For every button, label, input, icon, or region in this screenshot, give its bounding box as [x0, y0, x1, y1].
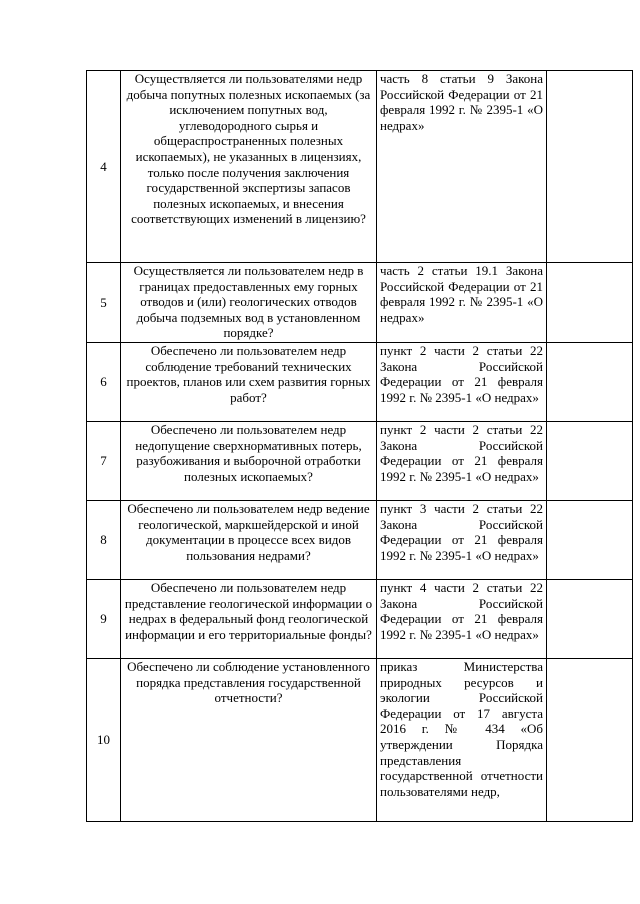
answer-cell: [547, 422, 633, 501]
table-row: [87, 501, 633, 580]
answer-cell: [547, 501, 633, 580]
legal-reference-cell: часть 2 статьи 19.1 Закона Российской Федерации от 21 февраля 1992 г. № 2395-1 «О недрах»: [377, 263, 547, 343]
question-cell: Обеспечено ли пользователем недр ведение геологической, маркшейдерской и иной документации в процессе всех видов пользования недрами?: [121, 501, 377, 580]
table-row: [87, 263, 633, 343]
question-cell: Обеспечено ли пользователем недр представление геологической информации о недрах в федеральный фонд геологической информации и его территориальные фонды?: [121, 580, 377, 659]
answer-cell: [547, 580, 633, 659]
table-row: [87, 422, 633, 501]
row-number: 5: [87, 263, 121, 343]
answer-cell: [547, 659, 633, 822]
requirements-table: [86, 70, 633, 822]
question-cell: Обеспечено ли пользователем недр недопущение сверхнормативных потерь, разубоживания и выборочной отработки полезных ископаемых?: [121, 422, 377, 501]
question-cell: Осуществляется ли пользователями недр добыча попутных полезных ископаемых (за исключением попутных вод, углеводородного сырья и общераспространенных полезных ископаемых), не указанных в лицензиях, только после получения заключения государственной экспертизы запасов полезных ископаемых, и внесения соответствующих изменений в лицензию?: [121, 71, 377, 263]
legal-reference-cell: пункт 3 части 2 статьи 22 Закона Российской Федерации от 21 февраля 1992 г. № 2395-1 «О недрах»: [377, 501, 547, 580]
row-number: 9: [87, 580, 121, 659]
legal-reference-cell: часть 8 статьи 9 Закона Российской Федерации от 21 февраля 1992 г. № 2395-1 «О недрах»: [377, 71, 547, 263]
legal-reference-cell: пункт 2 части 2 статьи 22 Закона Российской Федерации от 21 февраля 1992 г. № 2395-1 «О недрах»: [377, 422, 547, 501]
answer-cell: [547, 263, 633, 343]
question-cell: Обеспечено ли соблюдение установленного порядка представления государственной отчетности?: [121, 659, 377, 822]
answer-cell: [547, 343, 633, 422]
row-number: 7: [87, 422, 121, 501]
table-row: [87, 580, 633, 659]
legal-reference-cell: приказ Министерства природных ресурсов и экологии Российской Федерации от 17 августа 2016 г. № 434 «Об утверждении Порядка представления государственной отчетности пользователями недр,: [377, 659, 547, 822]
legal-reference-cell: пункт 2 части 2 статьи 22 Закона Российской Федерации от 21 февраля 1992 г. № 2395-1 «О недрах»: [377, 343, 547, 422]
question-cell: Осуществляется ли пользователем недр в границах предоставленных ему горных отводов и (или) геологических отводов добыча подземных вод в установленном порядке?: [121, 263, 377, 343]
row-number: 4: [87, 71, 121, 263]
legal-reference-cell: пункт 4 части 2 статьи 22 Закона Российской Федерации от 21 февраля 1992 г. № 2395-1 «О недрах»: [377, 580, 547, 659]
row-number: 8: [87, 501, 121, 580]
table-row: [87, 659, 633, 822]
answer-cell: [547, 71, 633, 263]
table-row: [87, 343, 633, 422]
question-cell: Обеспечено ли пользователем недр соблюдение требований технических проектов, планов или схем развития горных работ?: [121, 343, 377, 422]
table-row: [87, 71, 633, 263]
row-number: 6: [87, 343, 121, 422]
row-number: 10: [87, 659, 121, 822]
